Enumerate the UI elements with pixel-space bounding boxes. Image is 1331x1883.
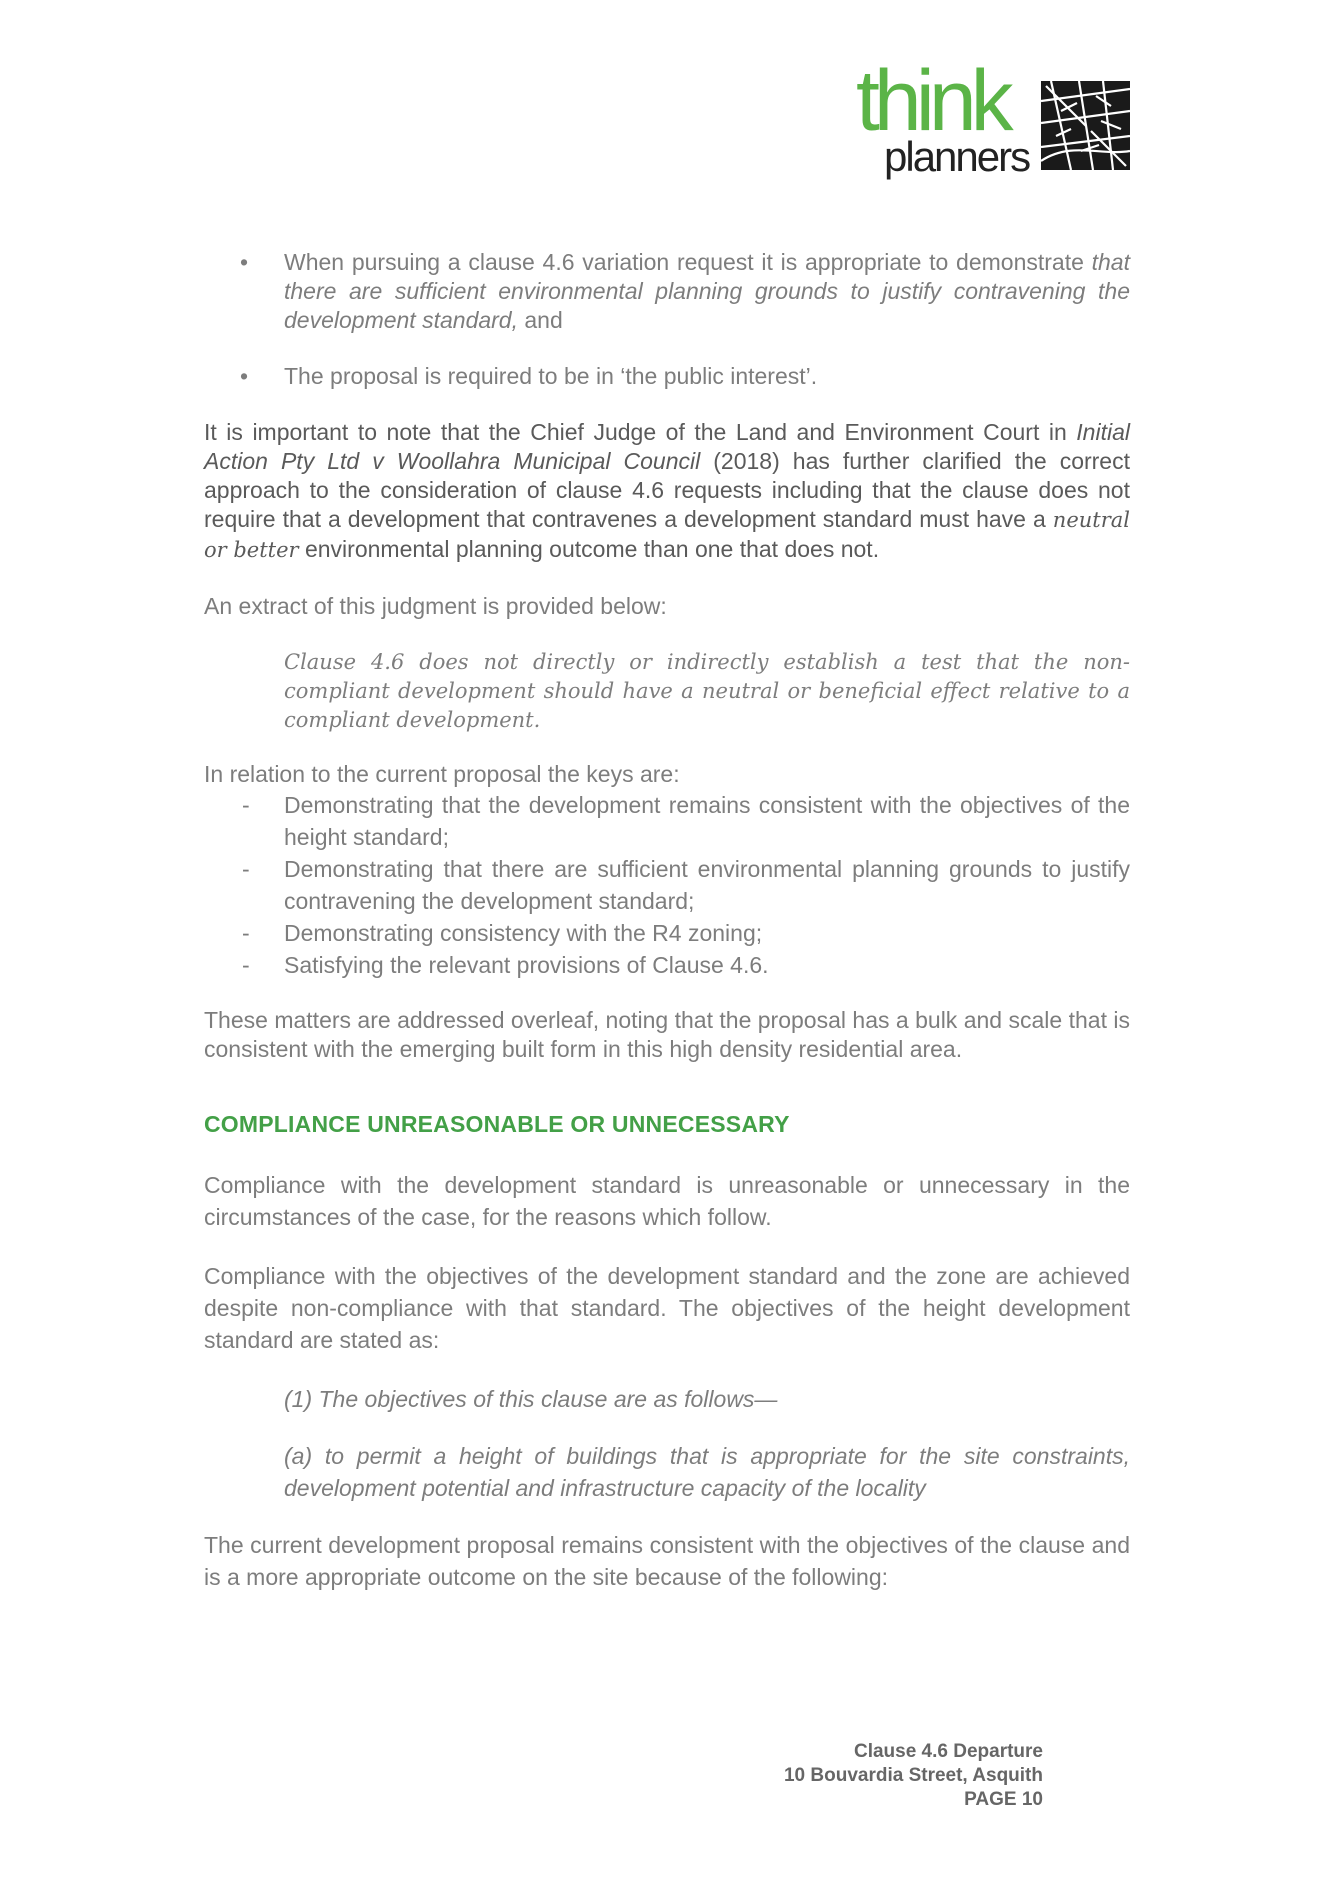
para-text: (2018) has further clarified the correct approach to the consideration of clause 4.6 requests including that the clause does not require that a development that contravenes a development standard must have a bbox=[204, 448, 1130, 532]
logo-word-think: think bbox=[856, 53, 1008, 149]
list-item-text: Demonstrating that there are sufficient environmental planning grounds to justify contravening the development standard; bbox=[284, 856, 1130, 914]
list-item bbox=[204, 853, 1130, 917]
dash-mark: - bbox=[242, 952, 250, 978]
map-grid-icon bbox=[1041, 81, 1130, 170]
para-text: It is important to note that the Chief Judge of the Land and Environment Court in bbox=[204, 419, 1077, 445]
bullet-text: When pursuing a clause 4.6 variation request it is appropriate to demonstrate bbox=[284, 249, 1092, 275]
bullet-italic-text: that there are sufficient environmental planning grounds to justify contravening the development standard, bbox=[284, 249, 1130, 333]
list-item bbox=[204, 949, 1130, 981]
think-planners-logo bbox=[856, 53, 1130, 182]
para-text: environmental planning outcome than one that does not. bbox=[298, 536, 880, 562]
page-body bbox=[204, 248, 1130, 1593]
logo-word-planners: planners bbox=[884, 133, 1030, 180]
dash-mark: - bbox=[242, 792, 250, 818]
keys-intro: In relation to the current proposal the keys are: bbox=[204, 761, 680, 787]
page-footer bbox=[643, 1740, 1043, 1812]
list-item bbox=[204, 789, 1130, 853]
objective-a: (a) to permit a height of buildings that is appropriate for the site constraints, development potential and infrastructure capacity of the locality bbox=[284, 1443, 1130, 1501]
footer-document-title: Clause 4.6 Departure bbox=[853, 1741, 1043, 1762]
judgment-quote: Clause 4.6 does not directly or indirectly establish a test that the non-compliant development should have a neutral or beneficial effect relative to a compliant development. bbox=[284, 650, 1130, 732]
bullet-text-after: and bbox=[518, 307, 563, 333]
paragraph-conclusion: The current development proposal remains consistent with the objectives of the clause and is a more appropriate outcome on the site because of the following: bbox=[204, 1532, 1130, 1590]
paragraph-extract-intro: An extract of this judgment is provided below: bbox=[204, 593, 667, 619]
objective-clause: (1) The objectives of this clause are as follows— bbox=[284, 1386, 778, 1412]
paragraph-objectives: Compliance with the objectives of the development standard and the zone are achieved despite non-compliance with that standard. The objectives of the height development standard are stated as: bbox=[204, 1263, 1130, 1353]
case-name: Initial Action Pty Ltd v Woollahra Municipal Council bbox=[204, 419, 1130, 474]
bullet-item bbox=[204, 362, 1130, 391]
bullet-dot: • bbox=[240, 363, 249, 389]
list-item bbox=[204, 917, 1130, 949]
keys-list bbox=[204, 789, 1130, 981]
emphasis-phrase: neutral or better bbox=[204, 508, 1130, 562]
footer-page-number: PAGE 10 bbox=[964, 1789, 1043, 1810]
bullet-dot: • bbox=[240, 249, 249, 275]
list-item-text: Demonstrating that the development remains consistent with the objectives of the height standard; bbox=[284, 792, 1130, 850]
bullet-item bbox=[204, 248, 1130, 335]
dash-mark: - bbox=[242, 920, 250, 946]
list-item-text: Satisfying the relevant provisions of Clause 4.6. bbox=[284, 952, 769, 978]
dash-mark: - bbox=[242, 856, 250, 882]
footer-address: 10 Bouvardia Street, Asquith bbox=[783, 1765, 1043, 1786]
paragraph-initial-action bbox=[204, 418, 1130, 565]
paragraph-matters: These matters are addressed overleaf, noting that the proposal has a bulk and scale that is consistent with the emerging built form in this high density residential area. bbox=[204, 1007, 1130, 1062]
section-heading: COMPLIANCE UNREASONABLE OR UNNECESSARY bbox=[204, 1111, 790, 1137]
paragraph-compliance: Compliance with the development standard is unreasonable or unnecessary in the circumstances of the case, for the reasons which follow. bbox=[204, 1172, 1130, 1230]
bullet-text: The proposal is required to be in ‘the public interest’. bbox=[284, 363, 818, 389]
list-item-text: Demonstrating consistency with the R4 zoning; bbox=[284, 920, 763, 946]
